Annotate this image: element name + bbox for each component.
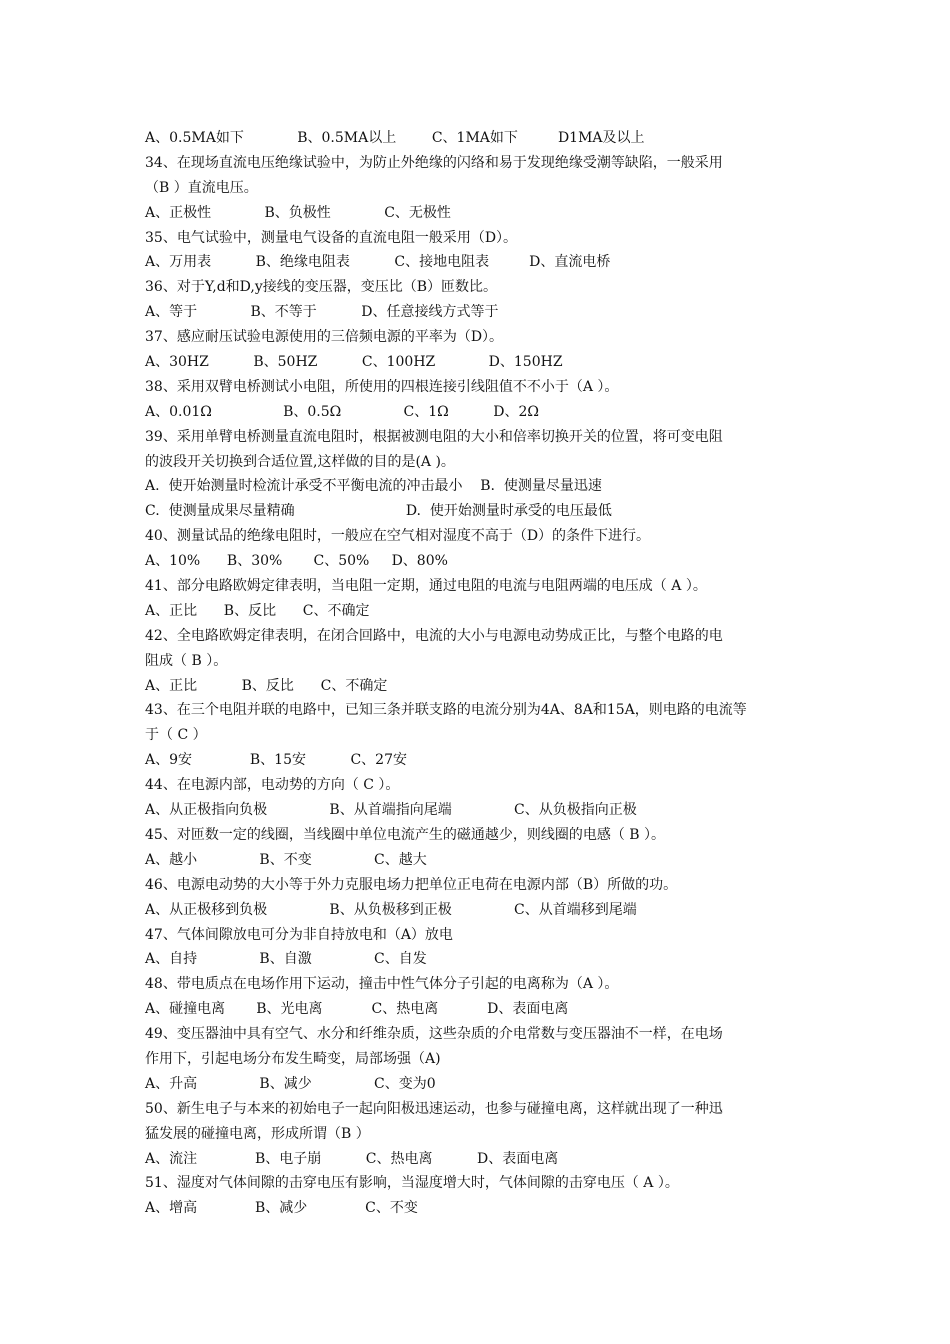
answer-options-line: A、0.01Ω B、0.5Ω C、1Ω D、2Ω xyxy=(145,403,540,420)
question-text-line: 的波段开关切换到合适位置,这样做的目的是(A )。 xyxy=(145,453,455,470)
question-text-line: 阻成（ B ）。 xyxy=(145,652,228,669)
question-text-line: 作用下，引起电场分布发生畸变，局部场强（A) xyxy=(145,1050,441,1067)
question-text-line: 41、部分电路欧姆定律表明，当电阻一定期，通过电阻的电流与电阻两端的电压成（ A ）。 xyxy=(145,578,707,595)
question-text-line: 47、气体间隙放电可分为非自持放电和（A）放电 xyxy=(145,926,453,943)
answer-options-line: A、自持 B、自激 C、自发 xyxy=(145,951,427,968)
answer-options-line: A、0.5MA如下 B、0.5MA以上 C、1MA如下 D1MA及以上 xyxy=(145,130,645,146)
question-text-line: 39、采用单臂电桥测量直流电阻时，根据被测电阻的大小和倍率切换开关的位置，将可变电阻 xyxy=(145,428,723,445)
question-text-line: 44、在电源内部，电动势的方向（ C ）。 xyxy=(145,777,400,794)
answer-options-line: A、碰撞电离 B、光电离 C、热电离 D、表面电离 xyxy=(145,1001,569,1018)
question-text-line: 猛发展的碰撞电离，形成所谓（B ） xyxy=(145,1125,370,1142)
answer-options-line: A、升高 B、减少 C、变为0 xyxy=(145,1075,436,1092)
question-text-line: （B ）直流电压。 xyxy=(145,179,258,196)
question-text-line: 42、全电路欧姆定律表明，在闭合回路中，电流的大小与电源电动势成正比，与整个电路的电 xyxy=(145,627,723,644)
question-text-line: 45、对匝数一定的线圈，当线圈中单位电流产生的磁通越少，则线圈的电感（ B ）。 xyxy=(145,826,666,843)
answer-options-line: A、从正极指向负极 B、从首端指向尾端 C、从负极指向正极 xyxy=(145,802,637,819)
answer-options-line: A、越小 B、不变 C、越大 xyxy=(145,851,427,868)
answer-options-line: A、等于 B、不等于 D、任意接线方式等于 xyxy=(145,304,499,321)
answer-options-line: C. 使测量成果尽量精确 D. 使开始测量时承受的电压最低 xyxy=(145,503,612,520)
answer-options-line: A、正比 B、反比 C、不确定 xyxy=(145,677,388,694)
answer-options-line: A、流注 B、电子崩 C、热电离 D、表面电离 xyxy=(145,1150,559,1167)
question-text-line: 38、采用双臂电桥测试小电阻，所使用的四根连接引线阻值不不小于（A ）。 xyxy=(145,378,619,395)
answer-options-line: A. 使开始测量时检流计承受不平衡电流的冲击最小 B. 使测量尽量迅速 xyxy=(145,478,602,495)
question-text-line: 于（ C ） xyxy=(145,727,207,744)
question-text-line: 46、电源电动势的大小等于外力克服电场力把单位正电荷在电源内部（B）所做的功。 xyxy=(145,876,678,893)
question-text-line: 37、感应耐压试验电源使用的三倍频电源的平率为（D）。 xyxy=(145,329,504,346)
question-text-line: 40、测量试品的绝缘电阻时，一般应在空气相对湿度不高于（D）的条件下进行。 xyxy=(145,528,651,545)
question-text-line: 51、湿度对气体间隙的击穿电压有影响，当湿度增大时，气体间隙的击穿电压（ A ）。 xyxy=(145,1175,679,1192)
document-page xyxy=(145,126,835,1221)
question-text-line: 48、带电质点在电场作用下运动，撞击中性气体分子引起的电离称为（A ）。 xyxy=(145,976,619,993)
question-text-line: 36、对于Y,d和D,y接线的变压器，变压比（B）匝数比。 xyxy=(145,279,498,296)
answer-options-line: A、增高 B、减少 C、不变 xyxy=(145,1200,418,1217)
answer-options-line: A、9安 B、15安 C、27安 xyxy=(145,752,408,769)
answer-options-line: A、正极性 B、负极性 C、无极性 xyxy=(145,204,451,221)
answer-options-line: A、10% B、30% C、50% D、80% xyxy=(145,553,448,570)
answer-options-line: A、正比 B、反比 C、不确定 xyxy=(145,602,370,619)
answer-options-line: A、从正极移到负极 B、从负极移到正极 C、从首端移到尾端 xyxy=(145,901,637,918)
question-text-line: 35、电气试验中，测量电气设备的直流电阻一般采用（D）。 xyxy=(145,229,518,246)
question-text-line: 50、新生电子与本来的初始电子一起向阳极迅速运动，也参与碰撞电离，这样就出现了一种迅 xyxy=(145,1100,723,1117)
answer-options-line: A、万用表 B、绝缘电阻表 C、接地电阻表 D、直流电桥 xyxy=(145,254,611,271)
question-text-line: 34、在现场直流电压绝缘试验中，为防止外绝缘的闪络和易于发现绝缘受潮等缺陷，一般采用 xyxy=(145,154,723,171)
answer-options-line: A、30HZ B、50HZ C、100HZ D、150HZ xyxy=(145,354,563,371)
question-text-line: 49、变压器油中具有空气、水分和纤维杂质，这些杂质的介电常数与变压器油不一样，在电场 xyxy=(145,1026,723,1043)
question-text-line: 43、在三个电阻并联的电路中，已知三条并联支路的电流分别为4A、8A和15A，则电路的电流等 xyxy=(145,702,747,719)
